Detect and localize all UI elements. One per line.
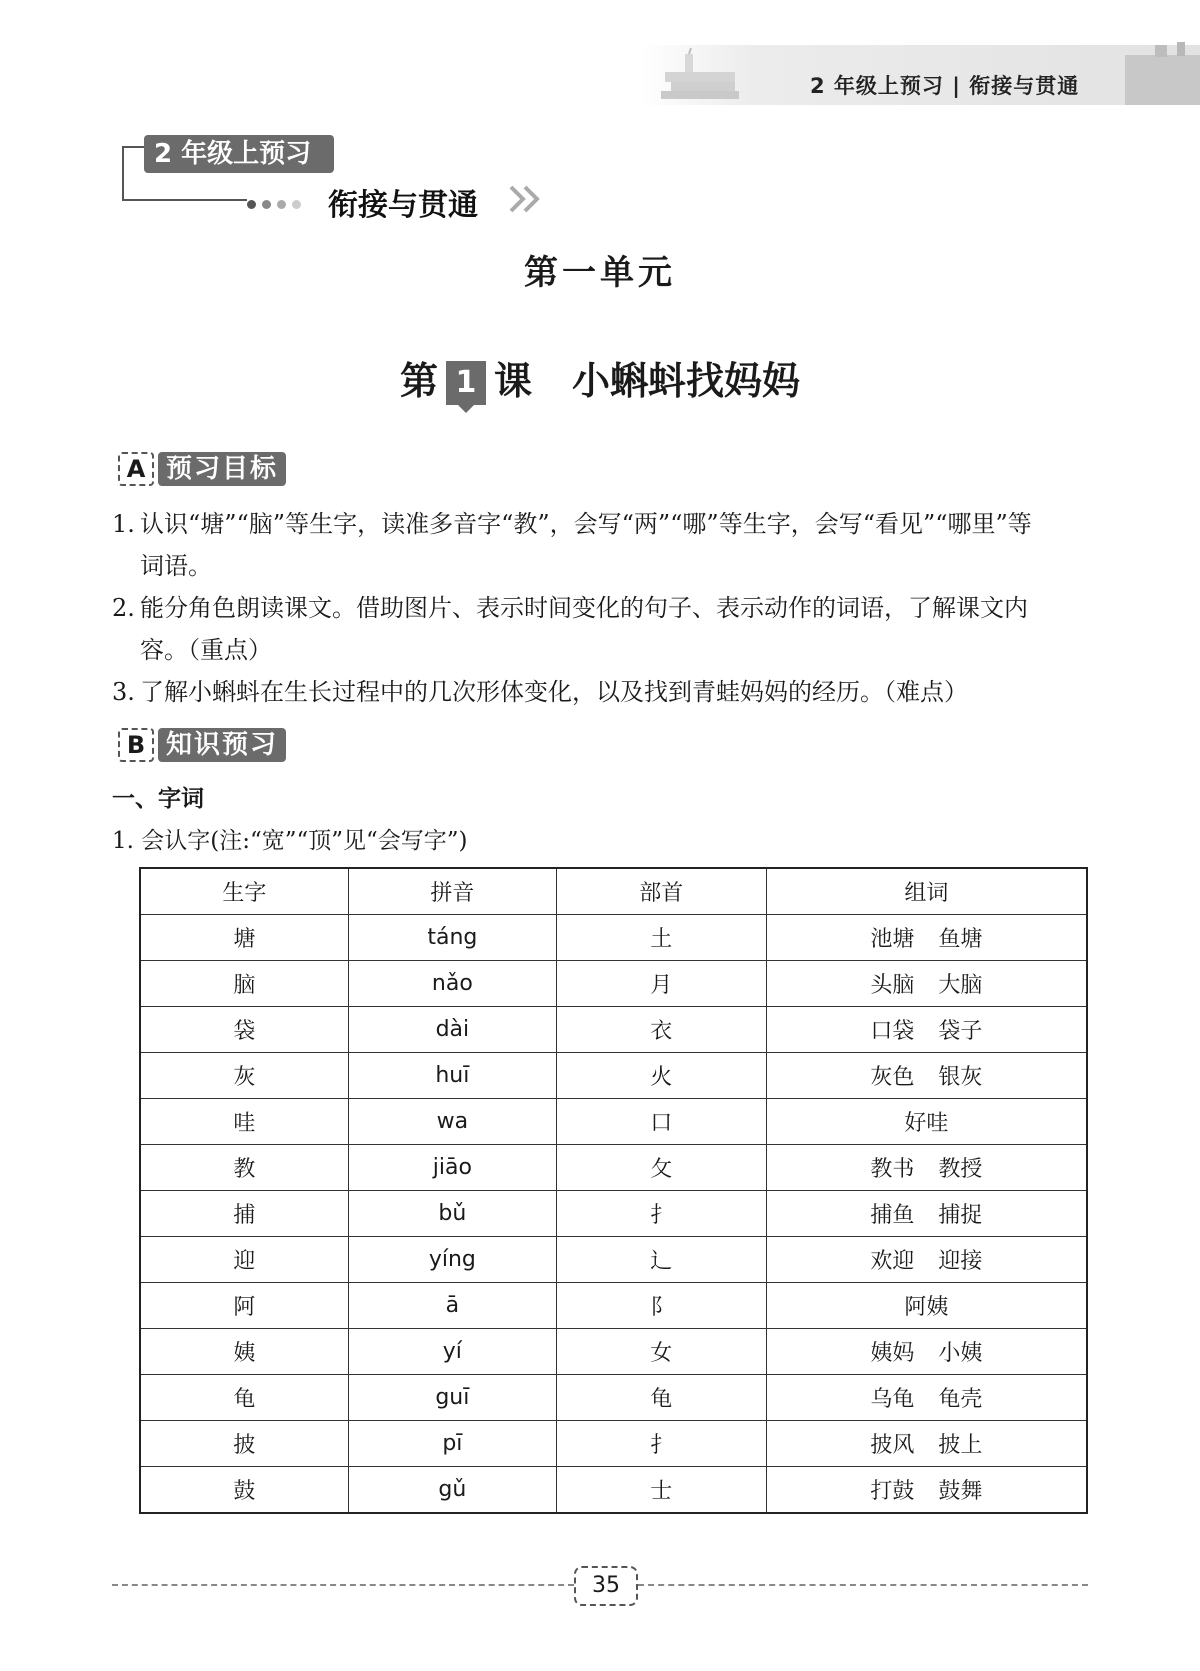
word: 教书 xyxy=(870,1157,915,1182)
books-decoration-icon xyxy=(655,48,765,100)
pinyin-cell: huī xyxy=(348,1053,556,1099)
word: 口袋 xyxy=(870,1019,915,1044)
pinyin-cell: gǔ xyxy=(348,1467,556,1514)
goal-item xyxy=(112,503,1092,587)
table-row xyxy=(140,1007,1087,1053)
words-cell xyxy=(766,1053,1087,1099)
table-row xyxy=(140,1467,1087,1514)
word: 乌龟 xyxy=(870,1387,915,1412)
column-header: 部首 xyxy=(556,868,766,915)
word: 灰色 xyxy=(870,1065,915,1090)
word: 打鼓 xyxy=(870,1479,915,1504)
radical-cell: 辶 xyxy=(556,1237,766,1283)
section-a-label: 预习目标 xyxy=(158,452,286,486)
words-cell xyxy=(766,1467,1087,1514)
words-cell xyxy=(766,1145,1087,1191)
radical-cell: 扌 xyxy=(556,1191,766,1237)
char-cell: 灰 xyxy=(140,1053,348,1099)
lesson-suffix: 课 xyxy=(493,358,532,403)
grade-banner: 2 年级上预习 xyxy=(144,135,334,173)
pinyin-cell: wa xyxy=(348,1099,556,1145)
table-row xyxy=(140,1099,1087,1145)
lesson-number: 1 xyxy=(446,361,486,405)
words-cell xyxy=(766,1329,1087,1375)
words-cell xyxy=(766,1007,1087,1053)
column-header: 生字 xyxy=(140,868,348,915)
words-cell xyxy=(766,961,1087,1007)
goal-line: 词语。 xyxy=(140,552,212,580)
radical-cell: 阝 xyxy=(556,1283,766,1329)
sub-heading: 一、字词 xyxy=(112,786,204,812)
radical-cell: 攵 xyxy=(556,1145,766,1191)
word: 鼓舞 xyxy=(938,1479,983,1504)
word: 欢迎 xyxy=(870,1249,915,1274)
double-chevron-icon xyxy=(508,184,544,214)
goal-line: 了解小蝌蚪在生长过程中的几次形体变化，以及找到青蛙妈妈的经历。（难点） xyxy=(140,678,968,706)
pinyin-cell: bǔ xyxy=(348,1191,556,1237)
table-row xyxy=(140,1145,1087,1191)
radical-cell: 土 xyxy=(556,915,766,961)
words-cell xyxy=(766,1421,1087,1467)
section-b-letter: B xyxy=(118,728,154,762)
word: 小姨 xyxy=(938,1341,983,1366)
banner-line xyxy=(122,199,247,201)
word: 袋子 xyxy=(938,1019,983,1044)
section-a-letter: A xyxy=(118,452,154,486)
word: 大脑 xyxy=(938,973,983,998)
word: 鱼塘 xyxy=(938,927,983,952)
pinyin-cell: nǎo xyxy=(348,961,556,1007)
char-cell: 捕 xyxy=(140,1191,348,1237)
word: 迎接 xyxy=(938,1249,983,1274)
column-header: 拼音 xyxy=(348,868,556,915)
char-cell: 脑 xyxy=(140,961,348,1007)
goal-item xyxy=(112,671,1092,713)
radical-cell: 士 xyxy=(556,1467,766,1514)
banner-line xyxy=(122,146,124,201)
footer-dashed-line xyxy=(638,1584,1088,1586)
word: 披上 xyxy=(938,1433,983,1458)
words-cell xyxy=(766,1099,1087,1145)
goal-num: 1. xyxy=(112,510,135,538)
goal-line: 容。（重点） xyxy=(140,636,272,664)
words-cell xyxy=(766,1191,1087,1237)
goal-num: 3. xyxy=(112,678,135,706)
char-cell: 袋 xyxy=(140,1007,348,1053)
pinyin-cell: jiāo xyxy=(348,1145,556,1191)
char-cell: 哇 xyxy=(140,1099,348,1145)
goal-num: 2. xyxy=(112,594,135,622)
radical-cell: 口 xyxy=(556,1099,766,1145)
word: 头脑 xyxy=(870,973,915,998)
column-header: 组词 xyxy=(766,868,1087,915)
goal-item xyxy=(112,587,1092,671)
table-row xyxy=(140,1375,1087,1421)
table-row xyxy=(140,1053,1087,1099)
radical-cell: 扌 xyxy=(556,1421,766,1467)
pinyin-cell: ā xyxy=(348,1283,556,1329)
word: 捕鱼 xyxy=(870,1203,915,1228)
radical-cell: 龟 xyxy=(556,1375,766,1421)
character-table xyxy=(139,867,1088,1514)
table-row xyxy=(140,1191,1087,1237)
lesson-prefix: 第 xyxy=(399,358,438,403)
footer-dashed-line xyxy=(112,1584,574,1586)
banner-dots xyxy=(247,194,307,213)
word: 好哇 xyxy=(904,1111,949,1136)
words-cell xyxy=(766,1237,1087,1283)
pinyin-cell: yí xyxy=(348,1329,556,1375)
header-text: 2 年级上预习 | 衔接与贯通 xyxy=(810,74,1080,98)
pinyin-cell: guī xyxy=(348,1375,556,1421)
goal-line: 认识“塘”“脑”等生字，读准多音字“教”，会写“两”“哪”等生字，会写“看见”“哪里”等 xyxy=(140,510,1032,538)
goal-line: 能分角色朗读课文。借助图片、表示时间变化的句子、表示动作的词语，了解课文内 xyxy=(140,594,1028,622)
banner-subtitle: 衔接与贯通 xyxy=(328,188,478,223)
word: 姨妈 xyxy=(870,1341,915,1366)
char-cell: 塘 xyxy=(140,915,348,961)
word: 捕捉 xyxy=(938,1203,983,1228)
table-row xyxy=(140,1421,1087,1467)
char-cell: 姨 xyxy=(140,1329,348,1375)
words-cell xyxy=(766,1375,1087,1421)
pinyin-cell: dài xyxy=(348,1007,556,1053)
table-row xyxy=(140,915,1087,961)
section-b-label: 知识预习 xyxy=(158,728,286,762)
word: 教授 xyxy=(938,1157,983,1182)
word: 龟壳 xyxy=(938,1387,983,1412)
pinyin-cell: yíng xyxy=(348,1237,556,1283)
pinyin-cell: pī xyxy=(348,1421,556,1467)
word: 池塘 xyxy=(870,927,915,952)
char-cell: 龟 xyxy=(140,1375,348,1421)
radical-cell: 衣 xyxy=(556,1007,766,1053)
char-cell: 披 xyxy=(140,1421,348,1467)
table-header-row xyxy=(140,868,1087,915)
table-row xyxy=(140,1283,1087,1329)
words-cell xyxy=(766,915,1087,961)
banner-line xyxy=(122,146,146,148)
unit-title: 第一单元 xyxy=(524,253,676,293)
table-row xyxy=(140,1329,1087,1375)
sub-note: 1. 会认字(注:“宽”“顶”见“会写字”) xyxy=(112,828,468,854)
lesson-name: 小蝌蚪找妈妈 xyxy=(572,358,801,403)
word: 银灰 xyxy=(938,1065,983,1090)
radical-cell: 火 xyxy=(556,1053,766,1099)
char-cell: 鼓 xyxy=(140,1467,348,1514)
table-row xyxy=(140,961,1087,1007)
word: 阿姨 xyxy=(904,1295,949,1320)
decoration-icon xyxy=(1125,40,1200,105)
char-cell: 教 xyxy=(140,1145,348,1191)
radical-cell: 女 xyxy=(556,1329,766,1375)
pinyin-cell: táng xyxy=(348,915,556,961)
char-cell: 阿 xyxy=(140,1283,348,1329)
lesson-title xyxy=(0,350,1200,405)
words-cell xyxy=(766,1283,1087,1329)
page-number: 35 xyxy=(574,1566,638,1606)
char-cell: 迎 xyxy=(140,1237,348,1283)
word: 披风 xyxy=(870,1433,915,1458)
table-row xyxy=(140,1237,1087,1283)
radical-cell: 月 xyxy=(556,961,766,1007)
